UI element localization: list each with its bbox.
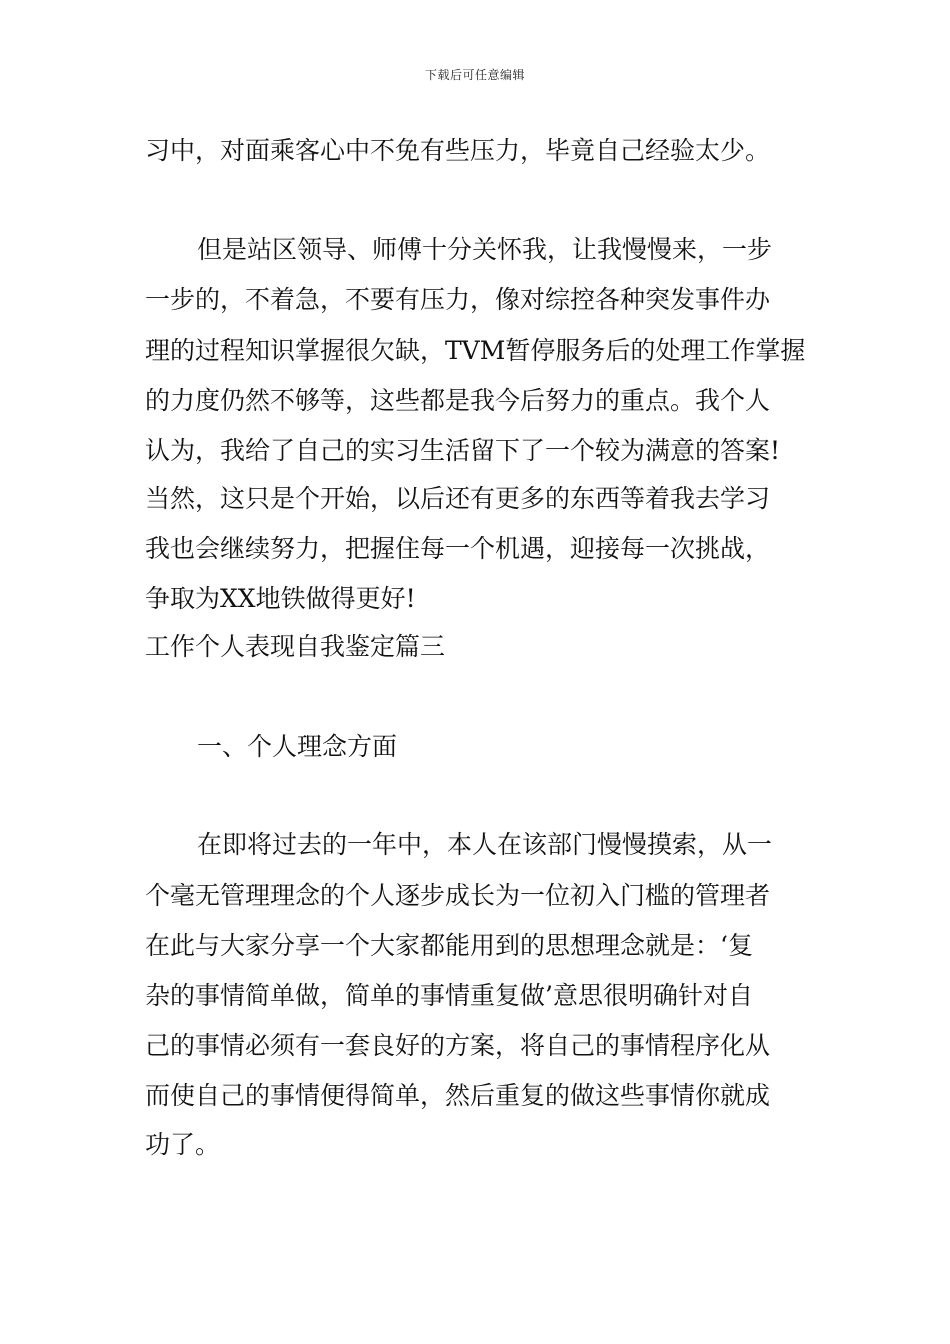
paragraph-line: 当然，这只是个开始，以后还有更多的东西等着我去学习 (145, 484, 771, 513)
paragraph-line: 而使自己的事情便得简单，然后重复的做这些事情你就成 (145, 1081, 771, 1110)
paragraph-line: 己的事情必须有一套良好的方案，将自己的事情程序化从 (145, 1031, 771, 1060)
paragraph-line: 一步的，不着急，不要有压力，像对综控各种突发事件办 (145, 285, 771, 314)
section-heading: 工作个人表现自我鉴定篇三 (145, 632, 446, 661)
paragraph-line: 的力度仍然不够等，这些都是我今后努力的重点。我个人 (145, 386, 771, 415)
page-header: 下载后可任意编辑 (424, 68, 525, 82)
paragraph-line: 功了。 (145, 1130, 221, 1159)
paragraph-line: 在即将过去的一年中，本人在该部门慢慢摸索，从一 (197, 830, 773, 859)
paragraph-line: 争取为XX地铁做得更好! (145, 584, 416, 613)
paragraph-line: 个毫无管理理念的个人逐步成长为一位初入门槛的管理者 (145, 881, 771, 910)
paragraph-line: 但是站区领导、师傅十分关怀我，让我慢慢来，一步 (197, 235, 773, 264)
subsection-heading: 一、个人理念方面 (197, 732, 398, 761)
paragraph-line: 在此与大家分享一个大家都能用到的思想理念就是：‘复 (145, 931, 753, 960)
paragraph-line: 习中，对面乘客心中不免有些压力，毕竟自己经验太少。 (145, 136, 771, 165)
paragraph-line: 认为，我给了自己的实习生活留下了一个较为满意的答案! (145, 436, 781, 465)
paragraph-line: 我也会继续努力，把握住每一个机遇，迎接每一次挑战， (145, 534, 771, 563)
paragraph-line: 理的过程知识掌握很欠缺，TVM暂停服务后的处理工作掌握 (145, 336, 806, 365)
paragraph-line: 杂的事情简单做，简单的事情重复做’意思很明确针对自 (145, 981, 753, 1010)
